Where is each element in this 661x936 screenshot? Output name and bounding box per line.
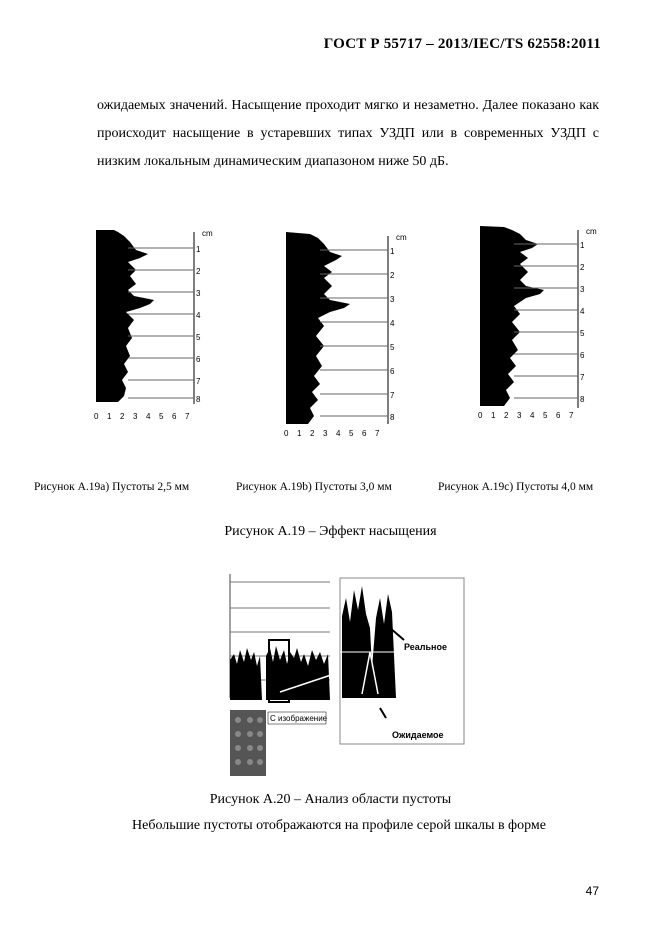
- x-tick-label: 1: [491, 411, 496, 420]
- figure-a19-panel-c: [474, 222, 609, 422]
- document-header: ГОСТ Р 55717 – 2013/IEC/TS 62558:2011: [323, 36, 601, 52]
- depth-label: 4: [390, 319, 395, 328]
- intro-paragraph: ожидаемых значений. Насыщение проходит мягко и незаметно. Далее показано как происходит насыщение в устаревших типах УЗДП или в современных УЗДП с низким локальным динамическим диапазоном ниже 50 дБ.: [97, 98, 599, 169]
- depth-label: 7: [196, 377, 201, 386]
- zoom-panel: [340, 578, 464, 744]
- depth-label: 1: [580, 241, 585, 250]
- waveform-fill: [286, 232, 350, 424]
- label-expected: Ожидаемое: [392, 730, 444, 740]
- unit-label: cm: [202, 229, 213, 238]
- depth-label: 2: [580, 263, 585, 272]
- x-tick-label: 5: [543, 411, 548, 420]
- x-tick-label: 6: [556, 411, 561, 420]
- depth-label: 8: [580, 395, 585, 404]
- depth-gridlines: [514, 244, 578, 398]
- x-tick-label: 7: [569, 411, 574, 420]
- depth-label: 3: [580, 285, 585, 294]
- depth-label: 6: [196, 355, 201, 364]
- x-tick-label: 2: [504, 411, 509, 420]
- depth-label: 7: [390, 391, 395, 400]
- depth-label: 8: [196, 395, 201, 404]
- depth-label: 4: [196, 311, 201, 320]
- x-tick-label: 0: [284, 429, 289, 438]
- x-tick-label: 4: [530, 411, 535, 420]
- depth-label: 6: [390, 367, 395, 376]
- figure-a19-panel-b: [280, 228, 415, 440]
- x-tick-label: 6: [362, 429, 367, 438]
- x-tick-label: 4: [336, 429, 341, 438]
- waveform-fill: [480, 226, 544, 406]
- x-tick-label: 4: [146, 412, 151, 421]
- closing-paragraph: Небольшие пустоты отображаются на профиле серой шкалы в форме: [132, 818, 546, 833]
- label-real: Реальное: [404, 642, 447, 652]
- x-tick-label: 3: [133, 412, 138, 421]
- x-tick-label: 2: [120, 412, 125, 421]
- depth-label: 8: [390, 413, 395, 422]
- zoom-waveform: [342, 586, 396, 698]
- depth-label: 3: [390, 295, 395, 304]
- figure-a19b-caption: Рисунок А.19b) Пустоты 3,0 мм: [236, 481, 392, 493]
- depth-label: 4: [580, 307, 585, 316]
- depth-label: 6: [580, 351, 585, 360]
- figure-a19a-caption: Рисунок А.19a) Пустоты 2,5 мм: [34, 481, 190, 493]
- x-tick-label: 0: [94, 412, 99, 421]
- depth-label: 7: [580, 373, 585, 382]
- figure-a19c-caption: Рисунок А.19c) Пустоты 4,0 мм: [438, 481, 594, 493]
- unit-label: cm: [396, 233, 407, 242]
- a-scan-plot: [230, 574, 340, 702]
- label-image: С изображение: [270, 714, 328, 723]
- depth-label: 1: [196, 245, 201, 254]
- depth-label: 5: [580, 329, 585, 338]
- x-tick-label: 1: [107, 412, 112, 421]
- depth-label: 2: [390, 271, 395, 280]
- depth-label: 2: [196, 267, 201, 276]
- depth-gridlines: [320, 250, 388, 416]
- depth-gridlines: [128, 248, 194, 398]
- waveform-fill: [96, 230, 154, 402]
- figure-a19-title: Рисунок А.19 – Эффект насыщения: [224, 524, 437, 539]
- figure-a20-title: Рисунок А.20 – Анализ области пустоты: [209, 792, 452, 807]
- x-tick-label: 6: [172, 412, 177, 421]
- x-tick-label: 5: [349, 429, 354, 438]
- waveform-plot: [96, 230, 154, 402]
- x-tick-label: 7: [375, 429, 380, 438]
- x-tick-label: 2: [310, 429, 315, 438]
- x-tick-label: 7: [185, 412, 190, 421]
- depth-label: 5: [390, 343, 395, 352]
- x-tick-label: 5: [159, 412, 164, 421]
- depth-label: 5: [196, 333, 201, 342]
- waveform-plot: [480, 226, 544, 406]
- waveform-plot: [286, 232, 350, 424]
- depth-label: 1: [390, 247, 395, 256]
- x-tick-label: 0: [478, 411, 483, 420]
- figure-a20-image: [222, 568, 466, 780]
- page-number: 47: [585, 884, 599, 898]
- unit-label: cm: [586, 227, 597, 236]
- depth-label: 3: [196, 289, 201, 298]
- x-tick-label: 3: [323, 429, 328, 438]
- x-tick-label: 1: [297, 429, 302, 438]
- x-tick-label: 3: [517, 411, 522, 420]
- figure-a19-panel-a: [88, 222, 223, 422]
